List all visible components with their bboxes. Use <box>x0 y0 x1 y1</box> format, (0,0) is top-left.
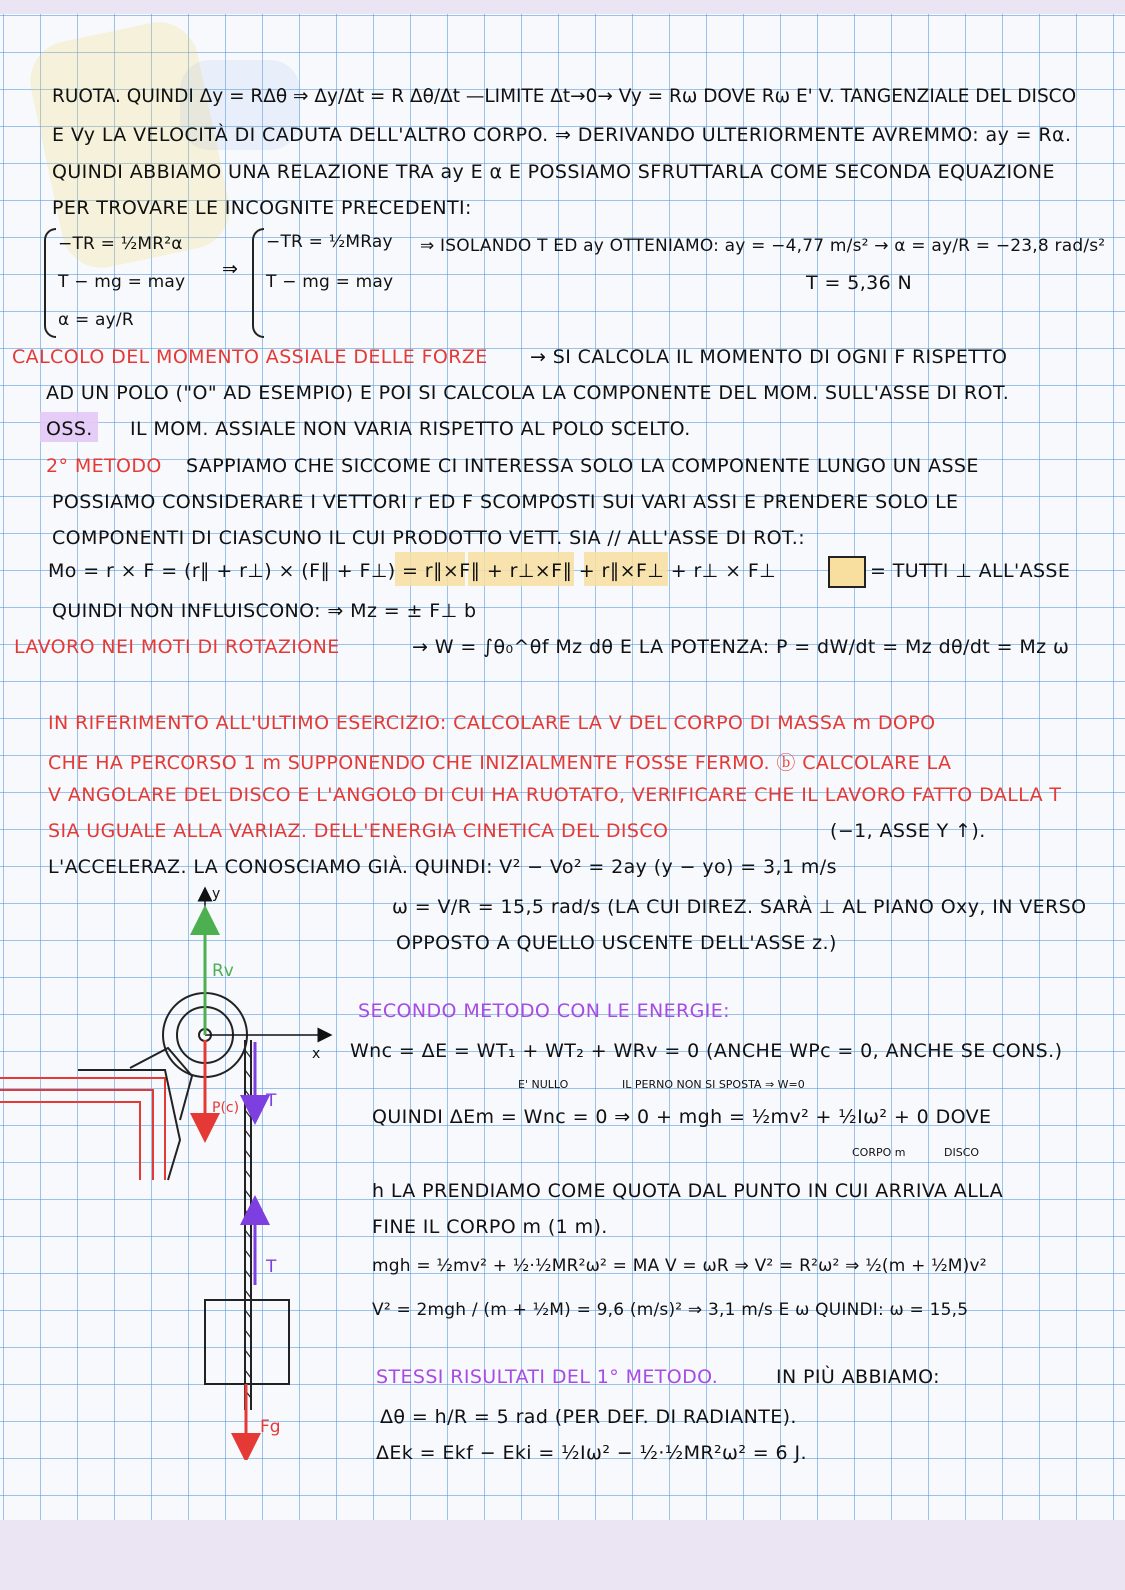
heading-lavoro: LAVORO NEI MOTI DI ROTAZIONE <box>14 636 340 658</box>
delta-ek: ΔEk = Ekf − Eki = ½Iω² − ½·½MR²ω² = 6 J. <box>376 1442 807 1464</box>
system1-eq2: T − mg = may <box>58 272 186 292</box>
table-shape <box>0 1070 180 1180</box>
heading-stessi-risultati: STESSI RISULTATI DEL 1° METODO. <box>376 1366 719 1388</box>
pulley-diagram <box>0 880 340 1460</box>
rv-label: Rv <box>212 961 234 981</box>
omega-line-2: OPPOSTO A QUELLO USCENTE DELL'ASSE z.) <box>396 932 837 954</box>
system-brace-2 <box>252 228 264 338</box>
oss-label: OSS. <box>46 418 93 440</box>
velocity-result: V² = 2mgh / (m + ½M) = 9,6 (m/s)² ⇒ 3,1 m/s E ω QUINDI: ω = 15,5 <box>372 1300 969 1320</box>
exercise-line-3: V ANGOLARE DEL DISCO E L'ANGOLO DI CUI HA RUOTATO, VERIFICARE CHE IL LAVORO FATTO DALLA T <box>48 784 1062 806</box>
exercise-line-1: IN RIFERIMENTO ALL'ULTIMO ESERCIZIO: CALCOLARE LA V DEL CORPO DI MASSA m DOPO <box>48 712 936 734</box>
mgh-expansion: mgh = ½mv² + ½·½MR²ω² = MA V = ωR ⇒ V² = R²ω² ⇒ ½(m + ½M)v² <box>372 1256 987 1276</box>
system2-eq2: T − mg = may <box>266 272 394 292</box>
line-non-influiscono: QUINDI NON INFLUISCONO: ⇒ Mz = ± F⊥ b <box>52 600 477 622</box>
note-disco: DISCO <box>944 1146 980 1159</box>
y-axis-label: y <box>212 886 221 902</box>
system2-eq1: −TR = ½MRay <box>266 232 393 252</box>
work-power-formula: → W = ∫θ₀^θf Mz dθ E LA POTENZA: P = dW/dt = Mz dθ/dt = Mz ω <box>412 636 1070 658</box>
rope <box>245 1040 251 1410</box>
page-bottom-margin <box>0 1520 1125 1590</box>
pc-label: P(c) <box>212 1100 240 1116</box>
omega-line: ω = V/R = 15,5 rad/s (LA CUI DIREZ. SARÀ ⊥ AL PIANO Oxy, IN VERSO <box>392 896 1087 918</box>
quota-line-1: h LA PRENDIAMO COME QUOTA DAL PUNTO IN CUI ARRIVA ALLA <box>372 1180 1004 1202</box>
legend-text: = TUTTI ⊥ ALL'ASSE <box>870 560 1071 582</box>
system1-eq3: α = ay/R <box>58 310 134 330</box>
heading-energie: SECONDO METODO CON LE ENERGIE: <box>358 1000 730 1022</box>
heading-momento-assiale: CALCOLO DEL MOMENTO ASSIALE DELLE FORZE <box>12 346 488 368</box>
system-brace-1 <box>44 228 56 338</box>
system1-eq1: −TR = ½MR²α <box>58 234 183 254</box>
axis-note: (−1, ASSE Y ↑). <box>830 820 986 842</box>
energy-equation: Wnc = ΔE = WT₁ + WT₂ + WRv = 0 (ANCHE WPc = 0, ANCHE SE CONS.) <box>350 1040 1063 1062</box>
line-metodo-3: COMPONENTI DI CIASCUNO IL CUI PRODOTTO VETT. SIA // ALL'ASSE DI ROT.: <box>52 527 806 549</box>
note-corpo: CORPO m <box>852 1146 906 1159</box>
line-momento-1: → SI CALCOLA IL MOMENTO DI OGNI F RISPETTO <box>530 346 1008 368</box>
in-piu: IN PIÙ ABBIAMO: <box>776 1366 940 1388</box>
line-1: RUOTA. QUINDI Δy = RΔθ ⇒ Δy/Δt = R Δθ/Δt —LIMITE Δt→0→ Vy = Rω DOVE Rω E' V. TANGENZIALE DEL DISCO <box>52 86 1077 107</box>
accel-line: L'ACCELERAZ. LA CONOSCIAMO GIÀ. QUINDI: V² − Vo² = 2ay (y − yo) = 3,1 m/s <box>48 856 837 878</box>
line-metodo-2: POSSIAMO CONSIDERARE I VETTORI r ED F SCOMPOSTI SUI VARI ASSI E PRENDERE SOLO LE <box>52 491 959 513</box>
oss-text: IL MOM. ASSIALE NON VARIA RISPETTO AL POLO SCELTO. <box>130 418 691 440</box>
note-nullo: E' NULLO <box>518 1078 569 1091</box>
legend-box <box>828 556 866 588</box>
line-3: QUINDI ABBIAMO UNA RELAZIONE TRA ay E α E POSSIAMO SFRUTTARLA COME SECONDA EQUAZIONE <box>52 161 1055 183</box>
fg-label: Fg <box>260 1417 281 1437</box>
line-momento-2: AD UN POLO ("O" AD ESEMPIO) E POI SI CALCOLA LA COMPONENTE DEL MOM. SULL'ASSE DI ROT. <box>46 382 1010 404</box>
tension-label-top: T <box>266 1091 277 1111</box>
result-tension: T = 5,36 N <box>806 272 913 294</box>
exercise-line-4: SIA UGUALE ALLA VARIAZ. DELL'ENERGIA CINETICA DEL DISCO <box>48 820 669 842</box>
delta-theta: Δθ = h/R = 5 rad (PER DEF. DI RADIANTE). <box>380 1406 797 1428</box>
page-top-edge <box>0 0 1125 14</box>
quota-line-2: FINE IL CORPO m (1 m). <box>372 1216 608 1238</box>
tension-label-bottom: T <box>266 1257 277 1277</box>
implies-arrow: ⇒ <box>222 258 239 280</box>
line-2: E Vy LA VELOCITÀ DI CADUTA DELL'ALTRO CORPO. ⇒ DERIVANDO ULTERIORMENTE AVREMMO: ay = Rα. <box>52 124 1072 146</box>
note-perno: IL PERNO NON SI SPOSTA ⇒ W=0 <box>622 1078 805 1091</box>
energy-conservation: QUINDI ΔEm = Wnc = 0 ⇒ 0 + mgh = ½mv² + ½Iω² + 0 DOVE <box>372 1106 992 1128</box>
heading-secondo-metodo: 2° METODO <box>46 455 162 477</box>
line-4: PER TROVARE LE INCOGNITE PRECEDENTI: <box>52 197 472 219</box>
result-acceleration: ⇒ ISOLANDO T ED ay OTTENIAMO: ay = −4,77 m/s² → α = ay/R = −23,8 rad/s² <box>420 236 1106 256</box>
exercise-line-2: CHE HA PERCORSO 1 m SUPPONENDO CHE INIZIALMENTE FOSSE FERMO. ⓑ CALCOLARE LA <box>48 752 952 774</box>
vector-decomposition: Mo = r × F = (r∥ + r⊥) × (F∥ + F⊥) = r∥×F∥ + r⊥×F∥ + r∥×F⊥ + r⊥ × F⊥ <box>48 560 777 582</box>
x-axis-label: x <box>312 1046 321 1062</box>
line-metodo-1: SAPPIAMO CHE SICCOME CI INTERESSA SOLO LA COMPONENTE LUNGO UN ASSE <box>186 455 979 477</box>
